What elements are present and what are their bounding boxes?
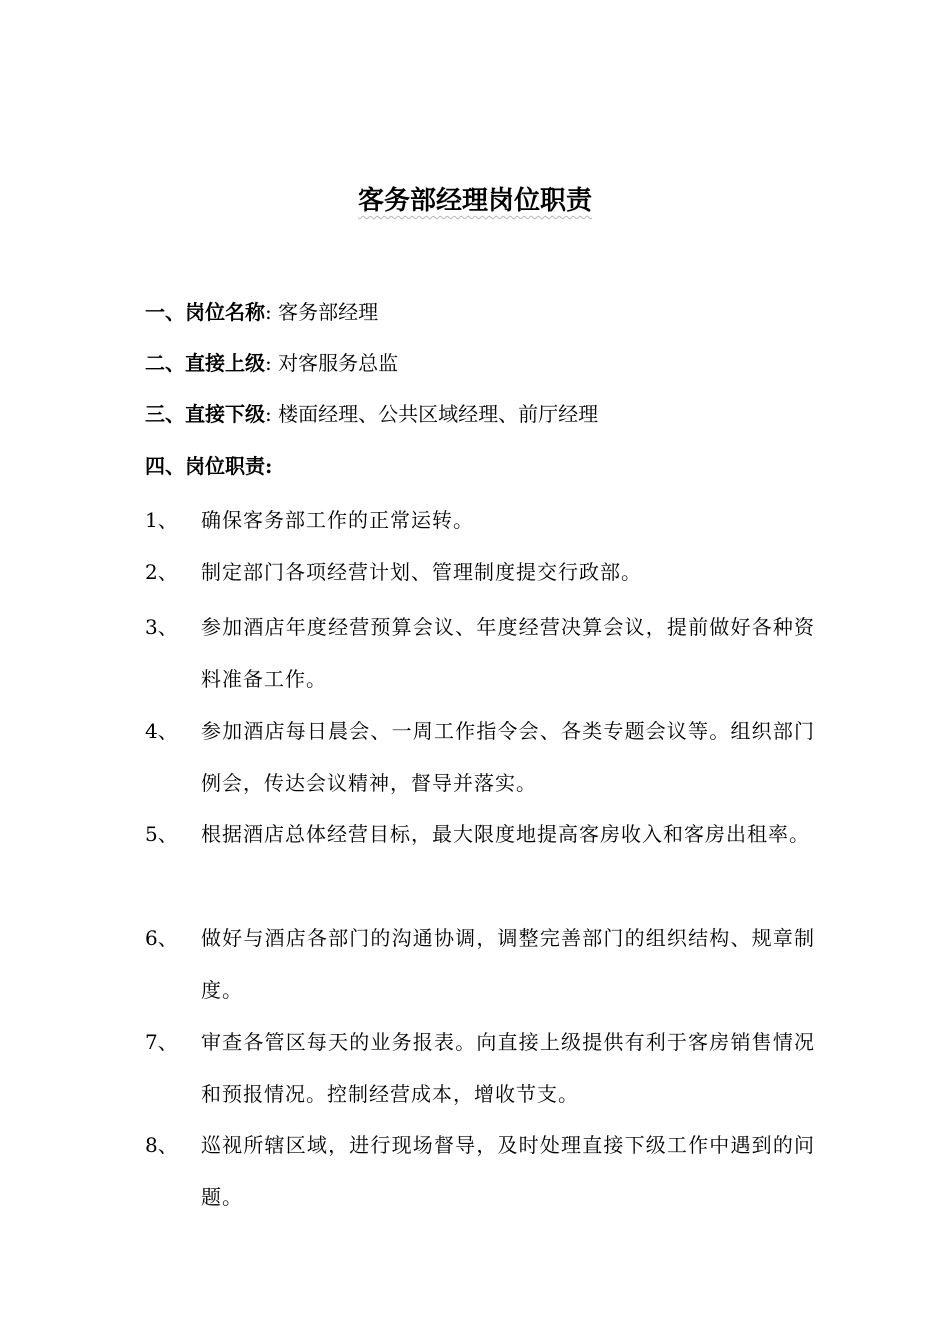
duty-text: 参加酒店每日晨会、一周工作指令会、各类专题会议等。组织部门例会，传达会议精神，督导并落实。 [201, 719, 815, 795]
section-heading: 四、岗位职责: [145, 454, 273, 478]
page-title: 客务部经理岗位职责 [357, 186, 592, 216]
field-superior [145, 348, 398, 378]
duty-item [145, 705, 815, 809]
duty-item [145, 601, 815, 705]
duty-item [145, 546, 815, 598]
duty-text: 制定部门各项经营计划、管理制度提交行政部。 [201, 560, 642, 584]
field-separator: : [265, 300, 272, 324]
duty-text: 参加酒店年度经营预算会议、年度经营决算会议，提前做好各种资料准备工作。 [201, 615, 815, 691]
duties-heading [145, 451, 272, 481]
duty-number: 5、 [145, 822, 178, 846]
field-label: 三、直接下级 [145, 402, 265, 426]
duty-number: 2、 [145, 560, 178, 584]
field-label: 一、岗位名称 [145, 300, 265, 324]
field-value: 客务部经理 [278, 300, 379, 324]
duty-text: 审查各管区每天的业务报表。向直接上级提供有利于客房销售情况和预报情况。控制经营成本，增收节支。 [201, 1030, 815, 1106]
duty-item [145, 808, 815, 860]
field-position-name [145, 297, 378, 327]
field-subordinates [145, 399, 598, 429]
duty-number: 3、 [145, 615, 178, 639]
duty-item [145, 1119, 815, 1223]
field-value: 对客服务总监 [278, 351, 399, 375]
duty-text: 确保客务部工作的正常运转。 [201, 508, 474, 532]
field-separator: : [265, 402, 272, 426]
duty-text: 根据酒店总体经营目标，最大限度地提高客房收入和客房出租率。 [201, 822, 810, 846]
duty-item [145, 1016, 815, 1120]
duty-item [145, 912, 815, 1016]
field-value: 楼面经理、公共区域经理、前厅经理 [278, 402, 599, 426]
duty-number: 8、 [145, 1133, 178, 1157]
duty-text: 做好与酒店各部门的沟通协调，调整完善部门的组织结构、规章制度。 [201, 926, 815, 1002]
duty-number: 7、 [145, 1030, 178, 1054]
duty-item [145, 494, 815, 546]
duty-text: 巡视所辖区域，进行现场督导，及时处理直接下级工作中遇到的问题。 [201, 1133, 815, 1209]
field-label: 二、直接上级 [145, 351, 265, 375]
field-separator: : [265, 351, 272, 375]
duty-number: 4、 [145, 719, 178, 743]
duty-number: 6、 [145, 926, 178, 950]
duty-number: 1、 [145, 508, 178, 532]
